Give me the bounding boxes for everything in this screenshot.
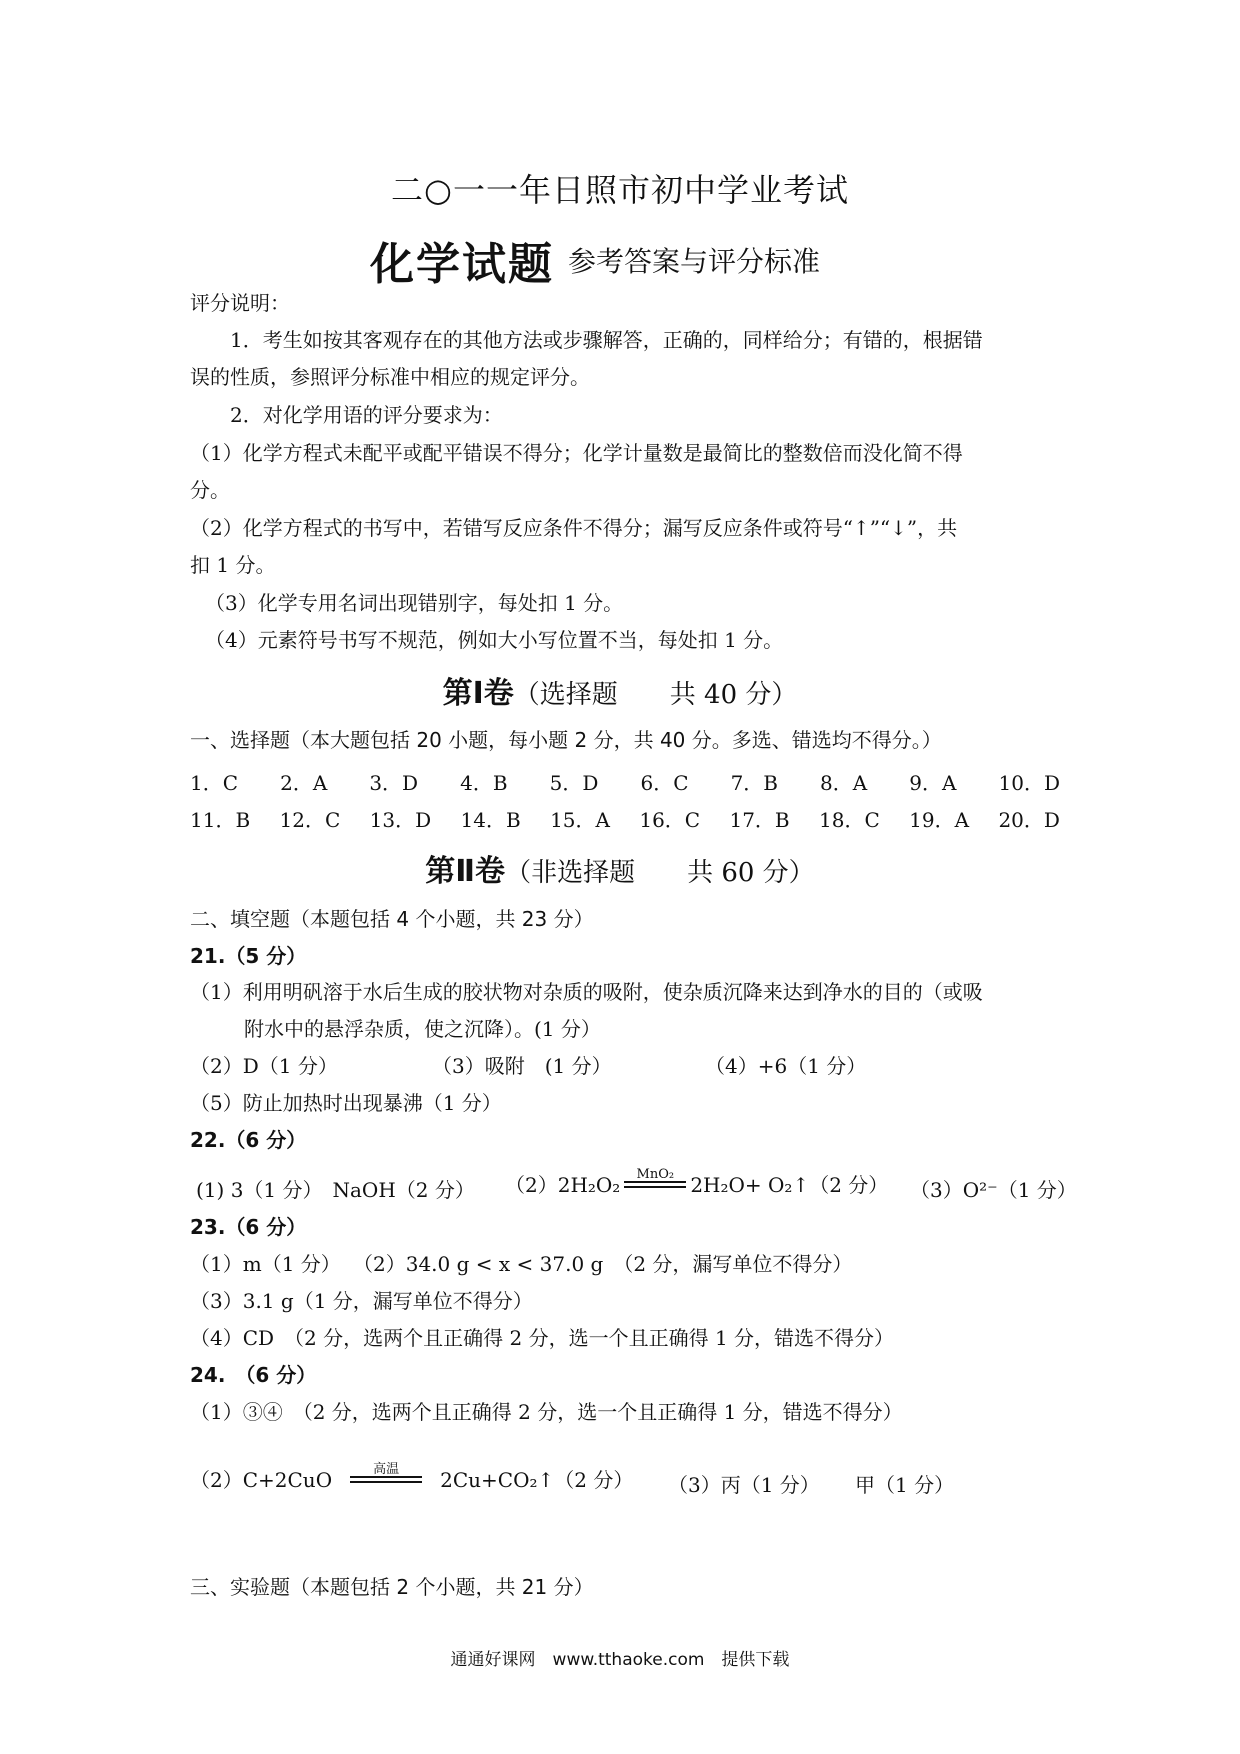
- answer-item: 7．B: [730, 771, 778, 795]
- answer-item: 2．A: [280, 771, 328, 795]
- rule-1-line-b: 分。: [190, 478, 230, 502]
- q22-product: 2H₂O+ O₂↑（2 分）: [690, 1173, 889, 1197]
- part2-subtitle: （非选择题 共 60 分）: [505, 858, 815, 888]
- q23-answer-2: （2）34.0 g < x < 37.0 g （2 分，漏写单位不得分）: [353, 1252, 853, 1276]
- q22-reactant: （2）2H₂O₂: [505, 1173, 621, 1197]
- q21-heading: 21.（5 分）: [190, 944, 307, 968]
- answer-item: 11．B: [190, 808, 251, 832]
- answer-item: 12．C: [279, 808, 341, 832]
- q23-answer-1: （1）m（1 分）: [190, 1252, 341, 1276]
- subject-title: 化学试题: [370, 239, 554, 290]
- q23-answer-4: （4）CD （2 分，选两个且正确得 2 分，选一个且正确得 1 分，错选不得分）: [190, 1326, 895, 1350]
- q22-answer-3: （3）O²⁻（1 分）: [910, 1178, 1077, 1202]
- q21-answer-5: （5）防止加热时出现暴沸（1 分）: [190, 1091, 502, 1115]
- part1-instructions: 一、选择题（本大题包括 20 小题，每小题 2 分，共 40 分。多选、错选均不得分。）: [190, 728, 942, 752]
- answer-row-1: [190, 767, 1060, 796]
- part1-heading: [0, 668, 1240, 712]
- q23-heading: 23.（6 分）: [190, 1215, 307, 1239]
- answer-item: 10．D: [998, 771, 1060, 795]
- answer-row-2: [190, 804, 1060, 833]
- section-2-heading: 二、填空题（本题包括 4 个小题，共 23 分）: [190, 907, 594, 931]
- q24-reactant: （2）C+2CuO: [190, 1468, 333, 1492]
- answer-item: 9．A: [909, 771, 957, 795]
- notes-heading: 评分说明：: [190, 291, 290, 315]
- q21-line-1: （1）利用明矾溶于水后生成的胶状物对杂质的吸附，使杂质沉降来达到净水的目的（或吸: [190, 980, 983, 1004]
- answer-item: 15．A: [550, 808, 610, 832]
- part1-subtitle: （选择题 共 40 分）: [513, 680, 798, 710]
- answer-item: 16．C: [639, 808, 701, 832]
- exam-title: 二○一一年日照市初中学业考试: [391, 171, 849, 209]
- answer-item: 6．C: [640, 771, 689, 795]
- part2-title: 第Ⅱ卷: [425, 854, 506, 889]
- rule-4: （4）元素符号书写不规范，例如大小写位置不当，每处扣 1 分。: [205, 628, 784, 652]
- condition-text: 高温: [373, 1462, 400, 1477]
- answer-item: 14．B: [460, 808, 521, 832]
- q21-line-2: 附水中的悬浮杂质，使之沉降）。(1 分）: [244, 1017, 601, 1041]
- equals-sign: [350, 1476, 422, 1483]
- q21-answer-3: （3）吸附 (1 分）: [432, 1054, 612, 1078]
- q24-heading: 24. （6 分）: [190, 1363, 317, 1387]
- reaction-condition: [624, 1168, 686, 1195]
- condition-text: MnO₂: [636, 1167, 675, 1182]
- answer-item: 1．C: [190, 771, 239, 795]
- note-1-line-a: 1．考生如按其客观存在的其他方法或步骤解答，正确的，同样给分；有错的，根据错: [230, 328, 983, 352]
- q22-answer-1: (1) 3（1 分） NaOH（2 分）: [196, 1178, 475, 1202]
- section-3-heading: 三、实验题（本题包括 2 个小题，共 21 分）: [190, 1575, 594, 1599]
- note-1-line-b: 误的性质，参照评分标准中相应的规定评分。: [190, 365, 590, 389]
- q21-answer-4: （4）+6（1 分）: [705, 1054, 867, 1078]
- note-2: 2．对化学用语的评分要求为：: [230, 403, 503, 427]
- q24-equation: [190, 1463, 633, 1490]
- q22-heading: 22.（6 分）: [190, 1128, 307, 1152]
- part1-title: 第Ⅰ卷: [442, 676, 514, 711]
- q24-answer-4: 甲（1 分）: [855, 1473, 955, 1497]
- answer-item: 18．C: [819, 808, 880, 832]
- rule-1-line-a: （1）化学方程式未配平或配平错误不得分；化学计量数是最简比的整数倍而没化简不得: [190, 441, 963, 465]
- part2-heading: [0, 846, 1240, 890]
- rule-2-line-a: （2）化学方程式的书写中，若错写反应条件不得分；漏写反应条件或符号“↑”“↓”，共: [190, 516, 958, 540]
- q22-equation: [505, 1168, 888, 1195]
- q24-answer-1: （1）③④ （2 分，选两个且正确得 2 分，选一个且正确得 1 分，错选不得分）: [190, 1400, 903, 1424]
- answer-item: 19．A: [909, 808, 970, 832]
- reaction-condition: [350, 1463, 422, 1490]
- subject-subtitle: 参考答案与评分标准: [568, 245, 821, 278]
- answer-item: 4．B: [460, 771, 508, 795]
- q21-answer-2: （2）D（1 分）: [190, 1054, 338, 1078]
- rule-2-line-b: 扣 1 分。: [190, 553, 276, 577]
- answer-item: 17．B: [729, 808, 790, 832]
- rule-3: （3）化学专用名词出现错别字，每处扣 1 分。: [205, 591, 624, 615]
- q23-answer-3: （3）3.1 g（1 分，漏写单位不得分）: [190, 1289, 533, 1313]
- q24-answer-3: （3）丙（1 分）: [668, 1473, 820, 1497]
- equals-sign: [624, 1181, 686, 1188]
- answer-item: 13．D: [369, 808, 432, 832]
- answer-item: 20．D: [998, 808, 1060, 832]
- q24-product: 2Cu+CO₂↑（2 分）: [440, 1468, 634, 1492]
- download-footer: 通通好课网 www.tthaoke.com 提供下载: [450, 1650, 790, 1670]
- answer-item: 3．D: [369, 771, 419, 795]
- answer-item: 8．A: [820, 771, 868, 795]
- answer-item: 5．D: [549, 771, 599, 795]
